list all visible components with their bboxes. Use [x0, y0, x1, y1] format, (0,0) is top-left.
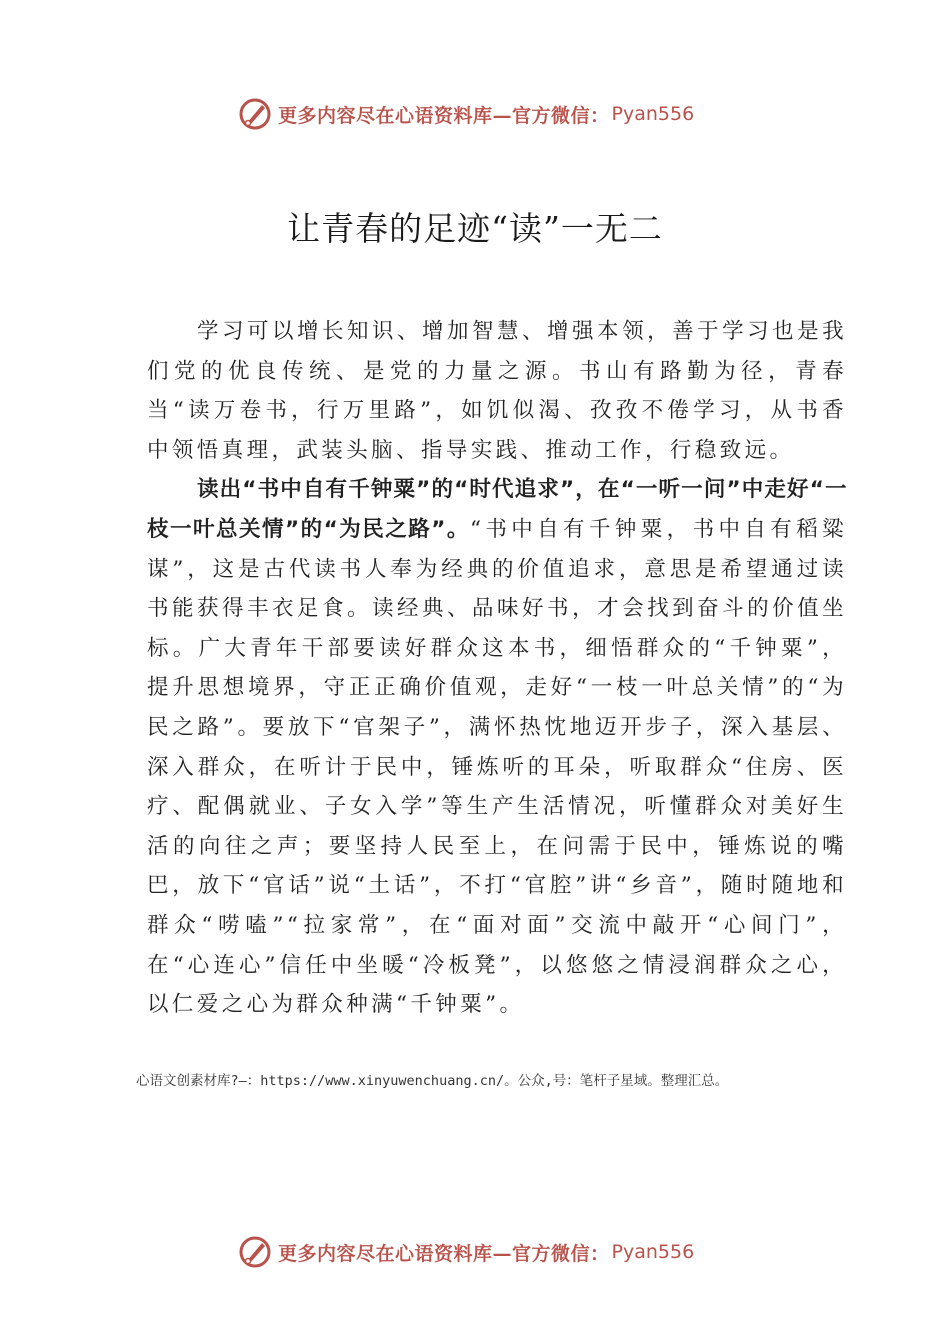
footer-banner — [238, 1232, 758, 1272]
banner-wechat-id: Pyan556 — [611, 1241, 695, 1263]
paragraph-lead: 读出“书中自有千钟粟”的“时代追求”，在“一听一问”中走好“一枝一叶总关情”的“为民之路”。 — [147, 477, 847, 542]
paragraph-text: 学习可以增长知识、增加智慧、增强本领，善于学习也是我们党的优良传统、是党的力量之源。书山有路勤为径，青春当“读万卷书，行万里路”，如饥似渴、孜孜不倦学习，从书香中领悟真理，武装头脑、指导实践、推动工作，行稳致远。 — [147, 319, 847, 463]
pen-logo-icon — [238, 97, 272, 131]
paragraph-text: “书中自有千钟粟，书中自有稻粱谋”，这是古代读书人奉为经典的价值追求，意思是希望通过读书能获得丰衣足食。读经典、品味好书，才会找到奋斗的价值坐标。广大青年干部要读好群众这本书，细悟群众的“千钟粟”，提升思想境界，守正正确价值观，走好“一枝一叶总关情”的“为民之路”。要放下“官架子”，满怀热忱地迈开步子，深入基层、深入群众，在听计于民中，锤炼听的耳朵，听取群众“住房、医疗、配偶就业、子女入学”等生产生活情况，听懂群众对美好生活的向往之声；要坚持人民至上，在问需于民中，锤炼说的嘴巴，放下“官话”说“土话”，不打“官腔”讲“乡音”，随时随地和群众“唠嗑”“拉家常”，在“面对面”交流中敲开“心间门”，在“心连心”信任中坐暖“冷板凳”，以悠悠之情浸润群众之心，以仁爱之心为群众种满“千钟粟”。 — [147, 516, 847, 1018]
banner-text: 更多内容尽在心语资料库—官方微信： — [278, 104, 610, 127]
pen-logo-icon — [238, 1235, 272, 1269]
paragraph-2 — [147, 470, 847, 1024]
document-body — [147, 312, 847, 1025]
source-note: 心语文创素材库?—：https://www.xinyuwenchuang.cn/。公众,号：笔杆子星域。整理汇总。 — [136, 1073, 729, 1089]
document-title: 让青春的足迹“读”一无二 — [287, 209, 663, 248]
header-banner — [238, 94, 758, 134]
banner-wechat-id: Pyan556 — [611, 103, 695, 125]
banner-text: 更多内容尽在心语资料库—官方微信： — [278, 1242, 610, 1265]
paragraph-1 — [147, 312, 847, 470]
